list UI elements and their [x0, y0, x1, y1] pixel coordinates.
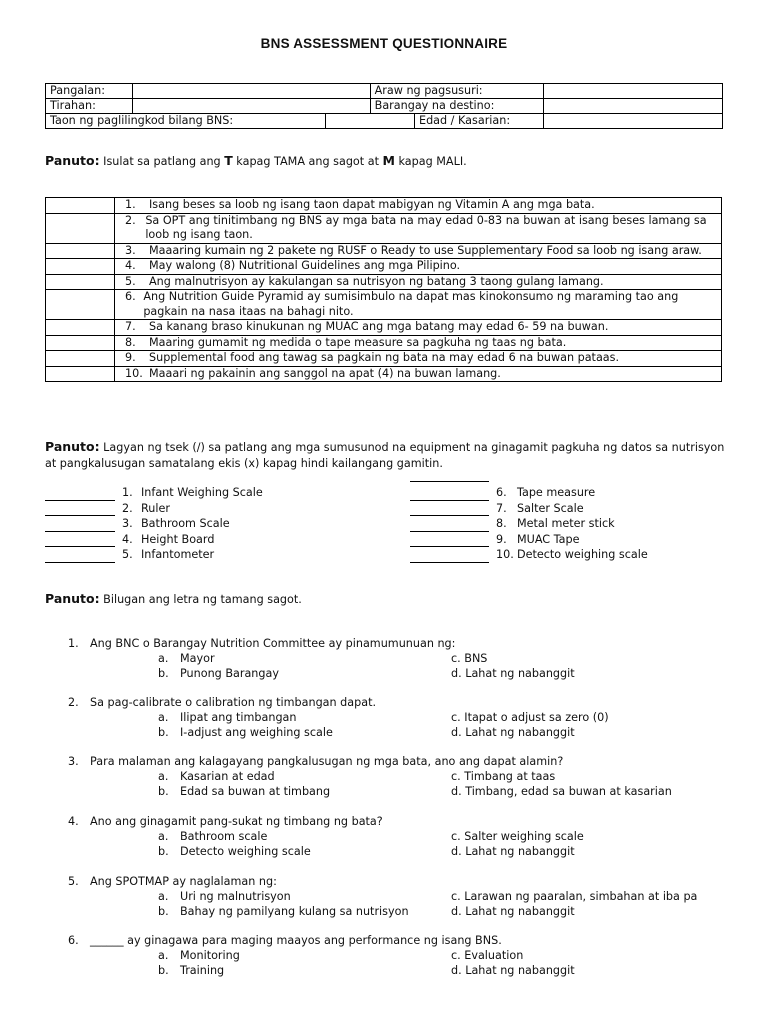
question-text: Ano ang ginagamit pang-sukat ng timbang ng bata?	[90, 815, 383, 828]
option-a[interactable]: a. Ilipat ang timbangan	[158, 711, 297, 724]
instruction-text: Isulat sa patlang ang	[99, 155, 225, 168]
equipment-label: Detecto weighing scale	[517, 548, 648, 561]
option-b[interactable]: b. Detecto weighing scale	[158, 845, 311, 858]
question-stem	[68, 814, 383, 829]
statement-number: 4.	[125, 259, 136, 272]
question-item	[0, 814, 768, 860]
pangalan-field[interactable]	[133, 84, 371, 99]
taon-label: Taon ng paglilingkod bilang BNS:	[46, 114, 326, 129]
answer-blank[interactable]	[46, 335, 115, 351]
instruction-text: Bilugan ang letra ng tamang sagot.	[99, 593, 302, 606]
option-b[interactable]: b. Punong Barangay	[158, 667, 279, 680]
option-text: Detecto weighing scale	[180, 845, 311, 858]
info-table	[45, 83, 723, 129]
option-c[interactable]	[451, 710, 609, 725]
question-stem	[68, 754, 563, 769]
option-text: Bathroom scale	[180, 830, 268, 843]
option-c[interactable]	[451, 948, 523, 963]
check-blank[interactable]	[410, 550, 489, 563]
equipment-item	[410, 516, 648, 532]
question-stem	[68, 636, 455, 651]
option-text: c. Evaluation	[451, 949, 524, 962]
option-c[interactable]	[451, 829, 584, 844]
answer-blank[interactable]	[46, 198, 115, 214]
question-item	[0, 933, 768, 979]
option-text: I-adjust ang weighing scale	[180, 726, 333, 739]
option-c[interactable]	[451, 769, 555, 784]
tf-row	[46, 259, 722, 275]
statement-number: 2.	[125, 213, 136, 227]
option-d[interactable]	[451, 844, 575, 859]
statement-text: Maaring gumamit ng medida o tape measure sa pagkuha ng taas ng bata.	[149, 335, 567, 349]
check-blank[interactable]	[45, 488, 115, 501]
option-d[interactable]	[451, 725, 575, 740]
statement-cell	[115, 335, 722, 351]
question-number: 4.	[68, 815, 79, 828]
equipment-left-list	[45, 485, 263, 563]
equipment-label: Tape measure	[517, 486, 596, 499]
equipment-number: 3.	[122, 517, 133, 530]
option-text: Mayor	[180, 652, 215, 665]
question-stem	[68, 695, 376, 710]
question-stem	[68, 933, 502, 948]
statement-number: 3.	[125, 243, 136, 257]
instruction-text: kapag MALI.	[394, 155, 467, 168]
answer-blank[interactable]	[46, 213, 115, 243]
answer-blank[interactable]	[46, 274, 115, 290]
question-number: 5.	[68, 875, 79, 888]
tf-row	[46, 243, 722, 259]
edad-label: Edad / Kasarian:	[415, 114, 544, 129]
statement-text: Ang Nutrition Guide Pyramid ay sumisimbulo na dapat mas kinokonsumo ng maraming tao ang pagkain na nasa itaas na bahagi nito.	[143, 290, 679, 318]
option-b[interactable]: b. Training	[158, 964, 225, 977]
option-d[interactable]	[451, 904, 575, 919]
statement-number: 1.	[125, 198, 136, 211]
check-blank[interactable]	[45, 519, 115, 532]
equipment-item	[45, 501, 263, 517]
option-text: Uri ng malnutrisyon	[180, 890, 291, 903]
equipment-label: Bathroom Scale	[141, 517, 230, 530]
equipment-label: Ruler	[141, 501, 170, 515]
equipment-label: Salter Scale	[517, 501, 584, 515]
equipment-item	[410, 485, 648, 501]
option-text: Punong Barangay	[180, 667, 279, 680]
option-c[interactable]	[451, 889, 697, 904]
statement-text: May walong (8) Nutritional Guidelines ang mga Pilipino.	[149, 259, 461, 272]
equipment-label: Infant Weighing Scale	[141, 486, 263, 499]
m-letter: M	[382, 153, 395, 168]
question-text: ______ ay ginagawa para maging maayos ang performance ng isang BNS.	[90, 934, 502, 947]
statement-number: 9.	[125, 351, 136, 364]
statement-cell	[115, 351, 722, 367]
tirahan-field[interactable]	[133, 99, 371, 114]
tf-row	[46, 198, 722, 214]
option-text: c. BNS	[451, 652, 488, 665]
statement-text: Maaari ng pakainin ang sanggol na apat (4) na buwan lamang.	[149, 366, 501, 380]
question-text: Sa pag-calibrate o calibration ng timbangan dapat.	[90, 696, 377, 709]
instruction-3	[45, 591, 302, 608]
check-blank[interactable]	[410, 519, 489, 532]
option-text: d. Lahat ng nabanggit	[451, 905, 575, 918]
question-item	[0, 695, 768, 741]
option-d[interactable]	[451, 963, 575, 978]
page-title: BNS ASSESSMENT QUESTIONNAIRE	[260, 36, 508, 51]
equipment-item	[410, 501, 648, 517]
instruction-text: Lagyan ng tsek (/) sa patlang ang mga sumusunod na equipment na ginagamit pagkuha ng datos sa nutrisyon at pangkalusugan samatalang ekis (x) kapag hindi kailangang gamitin.	[45, 441, 725, 470]
equipment-label: Metal meter stick	[517, 517, 615, 530]
question-text: Para malaman ang kalagayang pangkalusugan ng mga bata, ano ang dapat alamin?	[90, 755, 564, 768]
option-d[interactable]	[451, 784, 672, 799]
tf-row	[46, 213, 722, 243]
tf-row	[46, 351, 722, 367]
equipment-label: Height Board	[141, 532, 215, 546]
statement-number: 8.	[125, 335, 136, 349]
equipment-number: 1.	[122, 486, 133, 499]
edad-field[interactable]	[544, 114, 723, 129]
option-text: Training	[180, 964, 225, 977]
option-a[interactable]: a. Uri ng malnutrisyon	[158, 890, 291, 903]
check-blank[interactable]	[45, 550, 115, 563]
statement-number: 10.	[125, 366, 143, 380]
equipment-item	[45, 532, 263, 548]
option-text: c. Larawan ng paaralan, simbahan at iba pa	[451, 890, 698, 903]
equipment-number: 6.	[496, 486, 507, 499]
equipment-right-list	[410, 485, 648, 563]
equipment-item	[45, 516, 263, 532]
instruction-text: kapag TAMA ang sagot at	[232, 155, 383, 168]
question-text: Ang BNC o Barangay Nutrition Committee ay pinamumunuan ng:	[90, 637, 456, 650]
option-c[interactable]	[451, 651, 487, 666]
barangay-field[interactable]	[544, 99, 723, 114]
tirahan-label: Tirahan:	[46, 99, 133, 114]
answer-blank[interactable]	[46, 366, 115, 382]
araw-label: Araw ng pagsusuri:	[370, 84, 543, 99]
equipment-label: MUAC Tape	[517, 532, 580, 546]
option-b[interactable]: b. Edad sa buwan at timbang	[158, 785, 331, 798]
statement-number: 6.	[125, 290, 136, 303]
question-number: 2.	[68, 696, 79, 709]
option-text: d. Lahat ng nabanggit	[451, 667, 575, 680]
true-false-table	[45, 197, 722, 382]
question-number: 6.	[68, 934, 79, 947]
statement-text: Supplemental food ang tawag sa pagkain ng bata na may edad 6 na buwan pataas.	[149, 351, 620, 364]
option-a[interactable]: a. Kasarian at edad	[158, 770, 275, 783]
option-text: c. Salter weighing scale	[451, 830, 584, 843]
option-text: c. Timbang at taas	[451, 770, 556, 783]
question-stem	[68, 874, 277, 889]
equipment-item	[45, 547, 263, 563]
equipment-number: 2.	[122, 501, 133, 515]
statement-cell	[115, 320, 722, 336]
check-blank[interactable]	[410, 503, 489, 516]
option-text: d. Timbang, edad sa buwan at kasarian	[451, 785, 672, 798]
option-b[interactable]: b. Bahay ng pamilyang kulang sa nutrisyon	[158, 905, 409, 918]
taon-field[interactable]	[326, 114, 415, 129]
statement-cell	[115, 290, 722, 320]
equipment-number: 4.	[122, 532, 133, 546]
answer-blank[interactable]	[46, 320, 115, 336]
statement-text: Maaaring kumain ng 2 pakete ng RUSF o Ready to use Supplementary Food sa loob ng isang araw.	[149, 243, 702, 257]
check-blank[interactable]	[410, 488, 489, 501]
option-text: Ilipat ang timbangan	[180, 711, 297, 724]
equipment-number: 8.	[496, 517, 507, 530]
tf-row	[46, 290, 722, 320]
option-text: d. Lahat ng nabanggit	[451, 964, 575, 977]
equipment-item	[410, 532, 648, 548]
question-item	[0, 754, 768, 800]
option-text: d. Lahat ng nabanggit	[451, 845, 575, 858]
statement-text: Sa kanang braso kinukunan ng MUAC ang mga batang may edad 6- 59 na buwan.	[149, 320, 609, 333]
equipment-number: 10.	[496, 548, 514, 561]
question-item	[0, 874, 768, 920]
equipment-label: Infantometer	[141, 548, 215, 561]
tf-row	[46, 366, 722, 382]
pangalan-label: Pangalan:	[46, 84, 133, 99]
equipment-item	[410, 547, 648, 563]
answer-blank[interactable]	[46, 243, 115, 259]
statement-cell	[115, 243, 722, 259]
option-a[interactable]: a. Bathroom scale	[158, 830, 268, 843]
question-number: 3.	[68, 755, 79, 768]
statement-text: Ang malnutrisyon ay kakulangan sa nutrisyon ng batang 3 taong gulang lamang.	[149, 274, 604, 288]
panuto-label: Panuto:	[45, 591, 100, 606]
instruction-1	[45, 153, 467, 170]
equipment-number: 7.	[496, 501, 507, 515]
option-text: Monitoring	[180, 949, 240, 962]
question-number: 1.	[68, 637, 79, 650]
option-text: Kasarian at edad	[180, 770, 275, 783]
barangay-label: Barangay na destino:	[370, 99, 543, 114]
check-blank[interactable]	[410, 534, 489, 547]
option-b[interactable]: b. I-adjust ang weighing scale	[158, 726, 333, 739]
statement-cell	[115, 213, 722, 243]
araw-field[interactable]	[544, 84, 723, 99]
option-a[interactable]: a. Monitoring	[158, 949, 240, 962]
statement-cell	[115, 366, 722, 382]
statement-cell	[115, 259, 722, 275]
answer-blank[interactable]	[46, 290, 115, 320]
statement-number: 5.	[125, 274, 136, 288]
panuto-label: Panuto:	[45, 153, 100, 168]
option-text: Bahay ng pamilyang kulang sa nutrisyon	[180, 905, 409, 918]
option-d[interactable]	[451, 666, 575, 681]
tf-row	[46, 274, 722, 290]
answer-blank[interactable]	[46, 259, 115, 275]
answer-blank[interactable]	[46, 351, 115, 367]
check-blank[interactable]	[45, 534, 115, 547]
statement-text: Sa OPT ang tinitimbang ng BNS ay mga bata na may edad 0-83 na buwan at isang beses lamang sa loob ng isang taon.	[145, 213, 707, 241]
statement-text: Isang beses sa loob ng isang taon dapat mabigyan ng Vitamin A ang mga bata.	[149, 198, 595, 211]
statement-number: 7.	[125, 320, 136, 333]
option-text: c. Itapat o adjust sa zero (0)	[451, 711, 609, 724]
option-text: Edad sa buwan at timbang	[180, 785, 331, 798]
question-text: Ang SPOTMAP ay naglalaman ng:	[90, 875, 277, 888]
equipment-number: 9.	[496, 532, 507, 546]
panuto-label: Panuto:	[45, 439, 100, 454]
option-a[interactable]: a. Mayor	[158, 652, 215, 665]
check-blank[interactable]	[45, 503, 115, 516]
question-item	[0, 636, 768, 682]
equipment-number: 5.	[122, 548, 133, 561]
option-text: d. Lahat ng nabanggit	[451, 726, 575, 739]
instruction-2	[45, 439, 725, 472]
tf-row	[46, 335, 722, 351]
t-letter: T	[224, 153, 233, 168]
equipment-item	[45, 485, 263, 501]
statement-cell	[115, 198, 722, 214]
tf-row	[46, 320, 722, 336]
extra-blank-line	[410, 481, 489, 482]
statement-cell	[115, 274, 722, 290]
